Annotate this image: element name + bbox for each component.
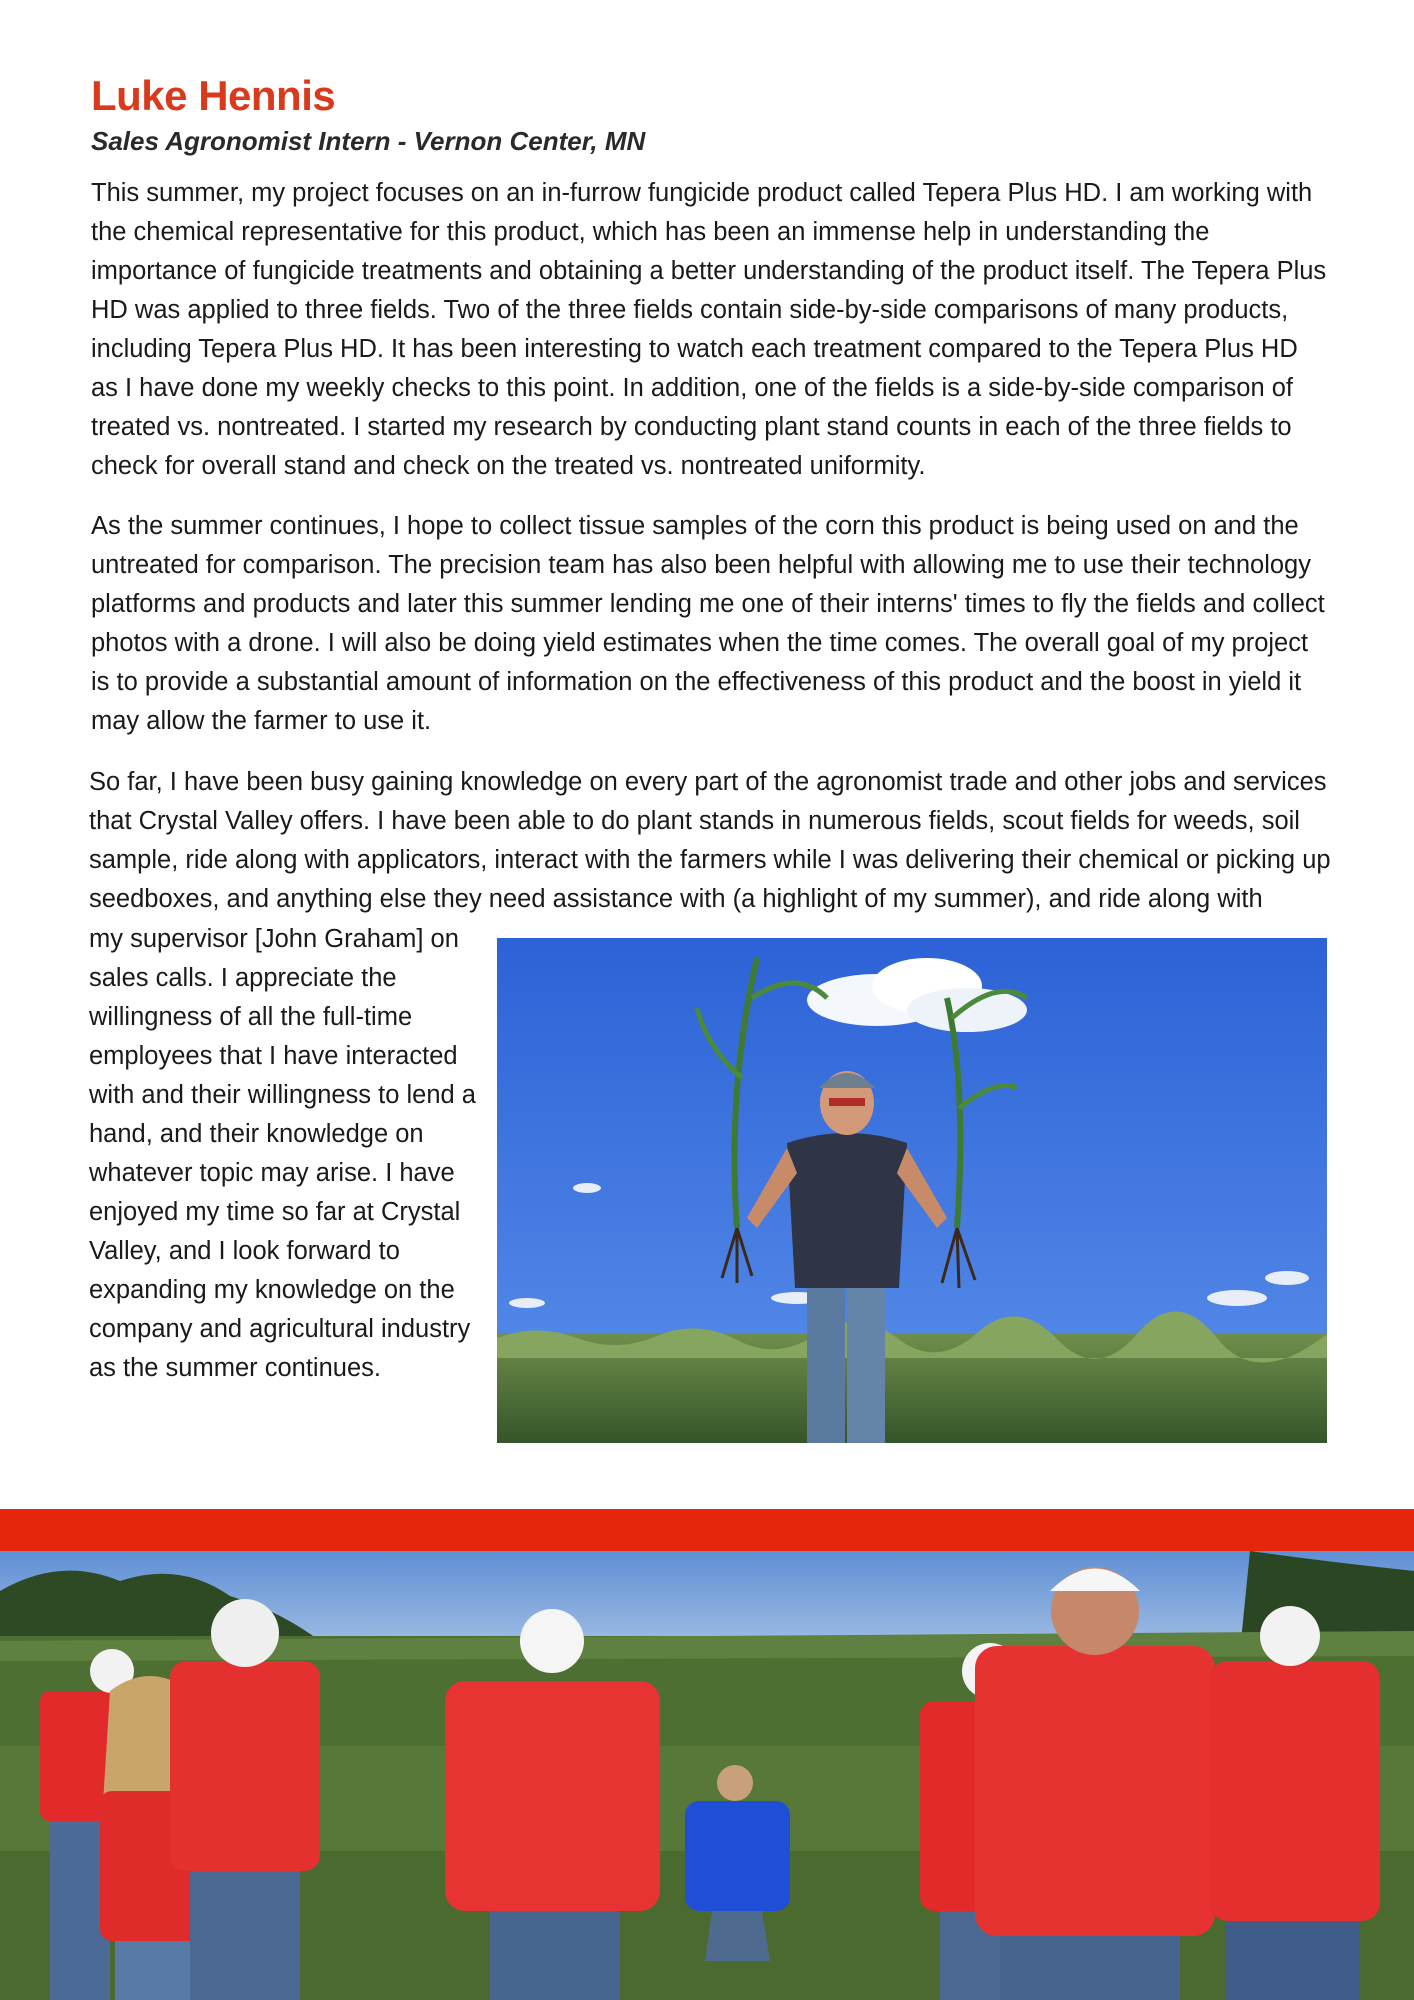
paragraph-experience: So far, I have been busy gaining knowledge on every part of the agronomist trade and other jobs and services that Crystal Valley offers. I have been able to do plant stands in numerous fields, scout fields for weeds, soil sample, ride along with applicators, interact with the farmers while I was delivering their chemical or picking up seedboxes, and anything else they need assistance with (a highlight of my summer), and ride along with — [89, 768, 1331, 913]
intern-group-illustration — [0, 1551, 1414, 2000]
intern-corn-illustration — [497, 938, 1327, 1443]
intern-corn-photo — [497, 938, 1327, 1443]
author-title: Sales Agronomist Intern - Vernon Center, MN — [91, 126, 646, 156]
author-name: Luke Hennis — [91, 72, 336, 119]
paragraph-project: This summer, my project focuses on an in-furrow fungicide product called Tepera Plus HD. I am working with the chemical representative for this product, which has been an immense help in understanding the importance of fungicide treatments and obtaining a better understanding of the product itself. The Tepera Plus HD was applied to three fields. Two of the three fields contain side-by-side comparisons of many products, including Tepera Plus HD. It has been interesting to watch each treatment compared to the Tepera Plus HD as I have done my weekly checks to this point. In addition, one of the fields is a side-by-side comparison of treated vs. nontreated. I started my research by conducting plant stand counts in each of the three fields to check for overall stand and check on the treated vs. nontreated uniformity. — [91, 179, 1327, 480]
intern-group-field-photo — [0, 1551, 1414, 2000]
accent-divider-band — [0, 1509, 1414, 1551]
paragraph-goals: As the summer continues, I hope to collect tissue samples of the corn this product is being used on and the untreated for comparison. The precision team has also been helpful with allowing me to use their technology platforms and products and later this summer lending me one of their interns' times to fly the fields and collect photos with a drone. I will also be doing yield estimates when the time comes. The overall goal of my project is to provide a substantial amount of information on the effectiveness of this product and the boost in yield it may allow the farmer to use it. — [91, 512, 1325, 735]
paragraph-experience-continued: my supervisor [John Graham] on sales calls. I appreciate the willingness of all the full-time employees that I have interacted with and their willingness to lend a hand, and their knowledge on whatever topic may arise. I have enjoyed my time so far at Crystal Valley, and I look forward to expanding my knowledge on the company and agricultural industry as the summer continues. — [89, 925, 476, 1382]
